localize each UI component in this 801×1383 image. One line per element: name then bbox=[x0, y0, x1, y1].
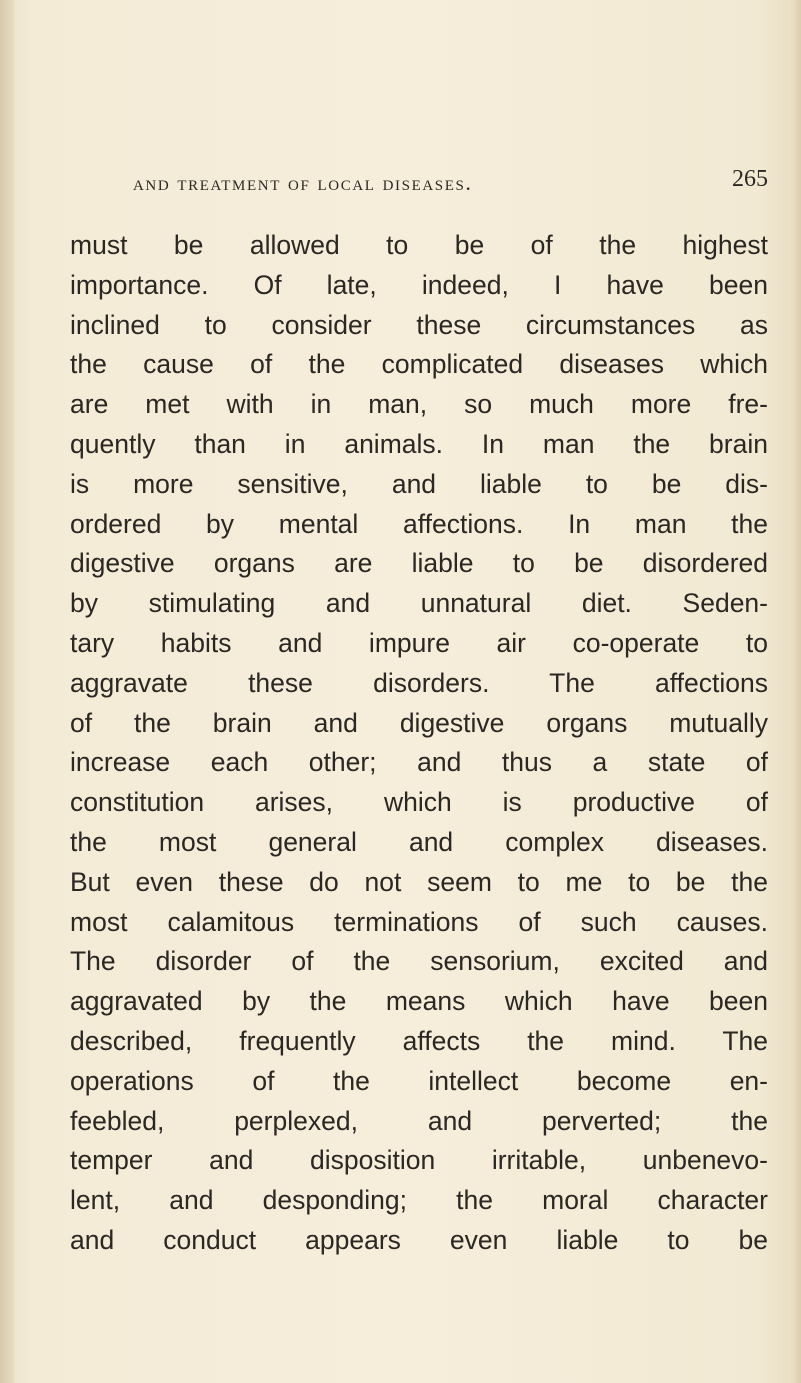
text-line: digestive organs are liable to be disordered bbox=[70, 548, 768, 579]
text-line: the cause of the complicated diseases which bbox=[70, 349, 768, 380]
page-number: 265 bbox=[732, 166, 768, 192]
text-line: feebled, perplexed, and perverted; the bbox=[70, 1105, 768, 1136]
text-line: temper and disposition irritable, unbenevo- bbox=[70, 1145, 768, 1176]
text-line: operations of the intellect become en- bbox=[70, 1065, 768, 1096]
text-line: aggravated by the means which have been bbox=[70, 986, 768, 1017]
running-head bbox=[133, 166, 768, 200]
text-line: The disorder of the sensorium, excited and bbox=[70, 946, 768, 977]
text-line: and conduct appears even liable to be bbox=[70, 1224, 768, 1255]
text-line: ordered by mental affections. In man the bbox=[70, 508, 768, 539]
text-line: quently than in animals. In man the brain bbox=[70, 428, 768, 459]
text-line: the most general and complex diseases. bbox=[70, 826, 768, 857]
text-line: But even these do not seem to me to be the bbox=[70, 866, 768, 897]
text-line: is more sensitive, and liable to be dis- bbox=[70, 468, 768, 499]
page-edge-right bbox=[789, 0, 801, 1383]
text-line: increase each other; and thus a state of bbox=[70, 747, 768, 778]
text-line: most calamitous terminations of such causes. bbox=[70, 906, 768, 937]
page-edge-left bbox=[0, 0, 14, 1383]
text-line: described, frequently affects the mind. The bbox=[70, 1025, 768, 1056]
text-line: importance. Of late, indeed, I have been bbox=[70, 269, 768, 300]
text-line: constitution arises, which is productive of bbox=[70, 787, 768, 818]
text-line: by stimulating and unnatural diet. Seden- bbox=[70, 588, 768, 619]
text-line: aggravate these disorders. The affections bbox=[70, 667, 768, 698]
text-line: lent, and desponding; the moral character bbox=[70, 1185, 768, 1216]
text-line: are met with in man, so much more fre- bbox=[70, 389, 768, 420]
body-text bbox=[70, 226, 768, 1261]
text-line: inclined to consider these circumstances as bbox=[70, 309, 768, 340]
text-line: of the brain and digestive organs mutually bbox=[70, 707, 768, 738]
text-line: tary habits and impure air co-operate to bbox=[70, 627, 768, 658]
running-title: and treatment of local diseases. bbox=[133, 170, 473, 195]
text-line: must be allowed to be of the highest bbox=[70, 230, 768, 260]
